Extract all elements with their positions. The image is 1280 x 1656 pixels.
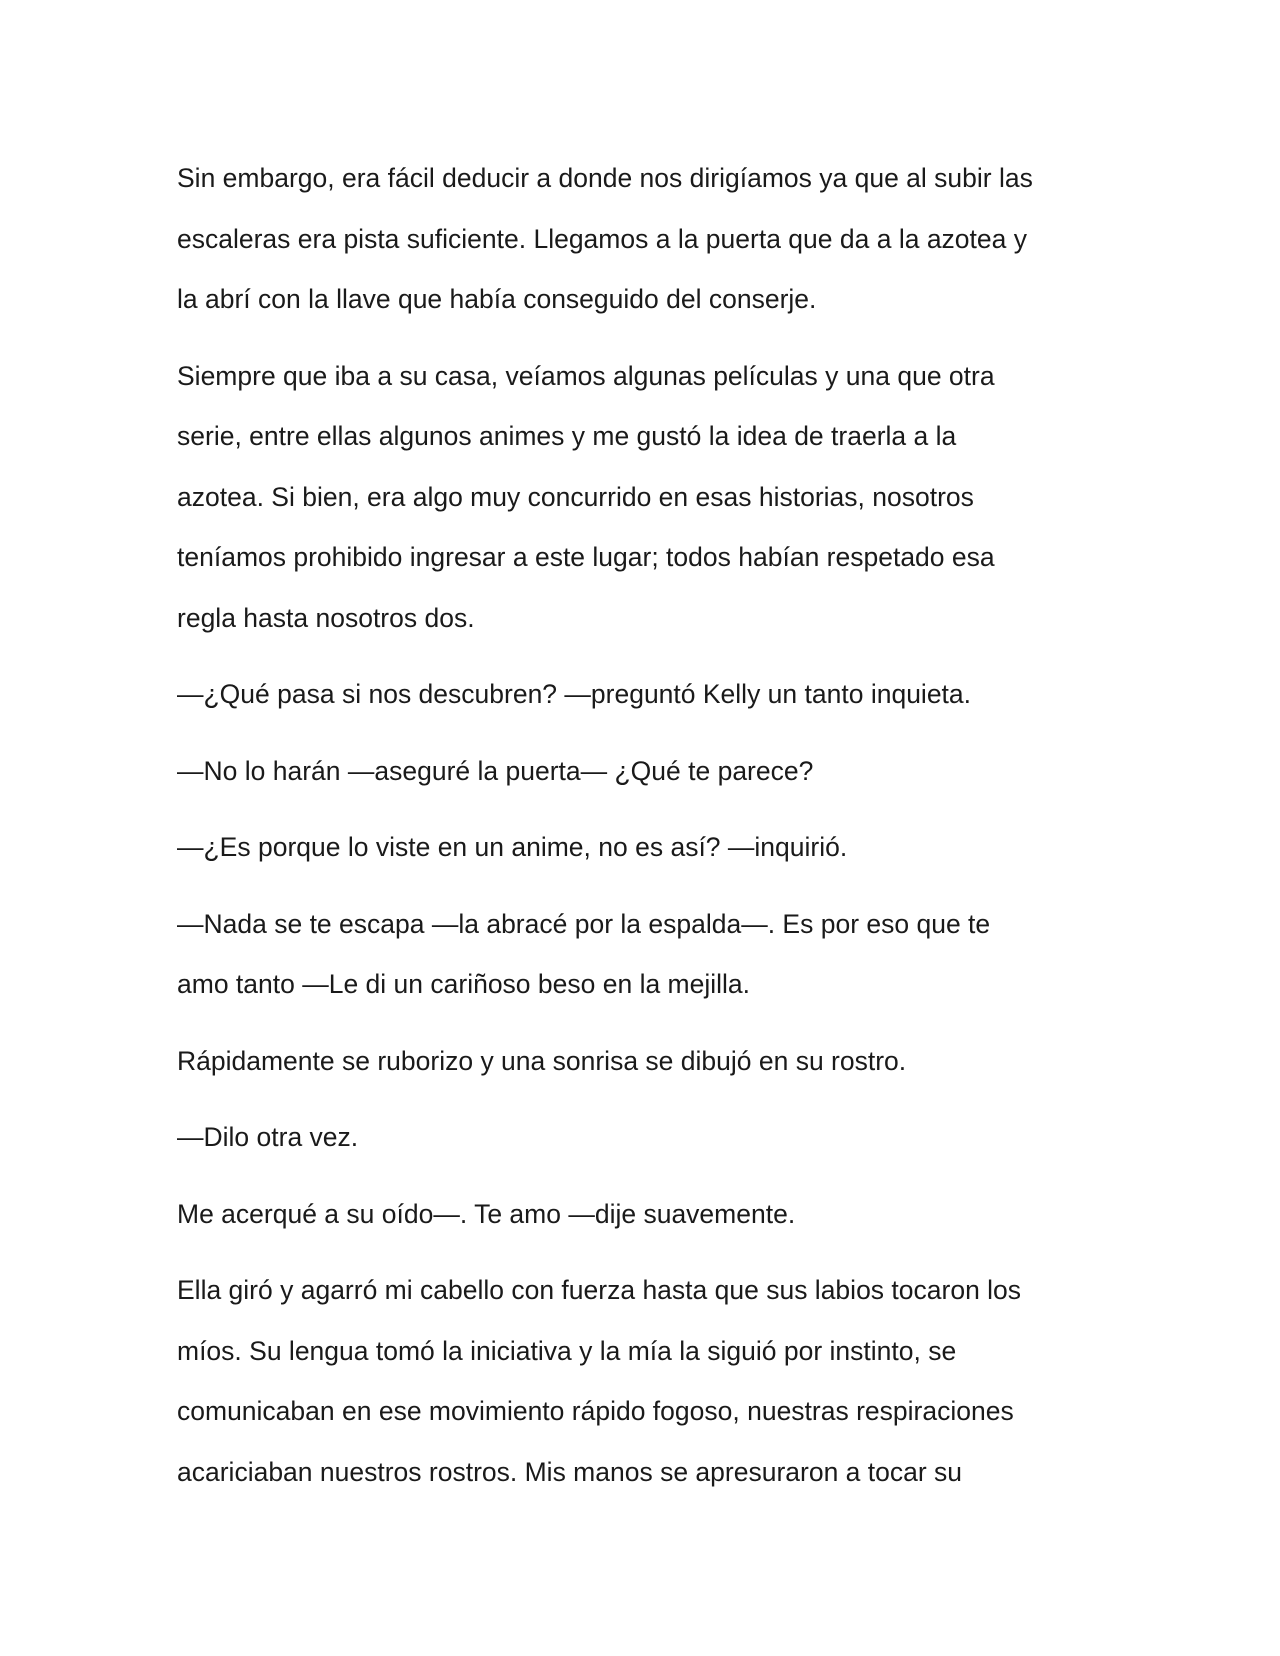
text-line: —No lo harán —aseguré la puerta— ¿Qué te parece? xyxy=(177,755,814,786)
paragraph xyxy=(177,894,1097,1015)
text-line: teníamos prohibido ingresar a este lugar; todos habían respetado esa xyxy=(177,542,995,572)
paragraph xyxy=(177,817,1097,878)
text-line: comunicaban en ese movimiento rápido fogoso, nuestras respiraciones xyxy=(177,1396,1014,1426)
text-line: —¿Qué pasa si nos descubren? —preguntó Kelly un tanto inquieta. xyxy=(177,679,972,709)
text-line: serie, entre ellas algunos animes y me gustó la idea de traerla a la xyxy=(177,421,957,451)
paragraph xyxy=(177,1031,1097,1092)
text-line: Rápidamente se ruborizo y una sonrisa se dibujó en su rostro. xyxy=(177,1045,907,1076)
text-line: regla hasta nosotros dos. xyxy=(177,602,475,633)
text-line: escaleras era pista suficiente. Llegamos a la puerta que da a la azotea y xyxy=(177,223,1027,254)
text-line: —¿Es porque lo viste en un anime, no es así? —inquirió. xyxy=(177,832,848,862)
text-line: Ella giró y agarró mi cabello con fuerza hasta que sus labios tocaron los xyxy=(177,1275,1022,1305)
paragraph xyxy=(177,1260,1097,1502)
paragraph xyxy=(177,148,1097,330)
paragraph xyxy=(177,346,1097,649)
paragraph xyxy=(177,664,1097,725)
paragraph xyxy=(177,1107,1097,1168)
text-line: Sin embargo, era fácil deducir a donde nos dirigíamos ya que al subir las xyxy=(177,163,1033,193)
text-line: acariciaban nuestros rostros. Mis manos se apresuraron a tocar su xyxy=(177,1456,963,1487)
text-line: míos. Su lengua tomó la iniciativa y la mía la siguió por instinto, se xyxy=(177,1335,957,1366)
paragraph xyxy=(177,1184,1097,1245)
text-line: la abrí con la llave que había conseguido del conserje. xyxy=(177,284,817,314)
text-line: —Nada se te escapa —la abracé por la espalda—. Es por eso que te xyxy=(177,908,991,939)
paragraph xyxy=(177,741,1097,802)
text-line: azotea. Si bien, era algo muy concurrido en esas historias, nosotros xyxy=(177,481,974,512)
text-line: Me acerqué a su oído—. Te amo —dije suavemente. xyxy=(177,1198,796,1229)
text-line: —Dilo otra vez. xyxy=(177,1122,359,1152)
text-line: amo tanto —Le di un cariñoso beso en la mejilla. xyxy=(177,969,751,999)
document-body xyxy=(177,148,1097,1518)
text-line: Siempre que iba a su casa, veíamos algunas películas y una que otra xyxy=(177,360,995,391)
